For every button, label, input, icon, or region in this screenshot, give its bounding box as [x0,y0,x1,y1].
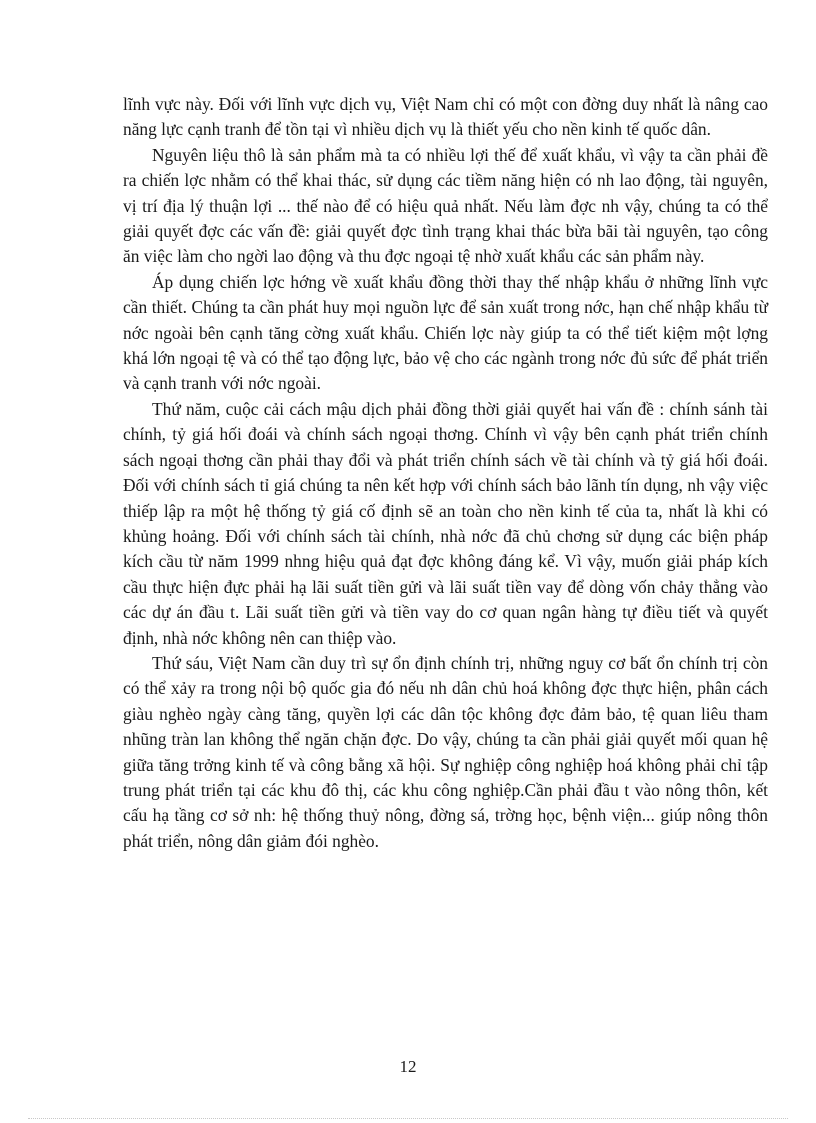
paragraph-5: Thứ sáu, Việt Nam cần duy trì sự ổn định chính trị, những nguy cơ bất ổn chính trị còn có thể xảy ra trong nội bộ quốc gia đó nếu nh dân chủ hoá không đợc thực hiện, phân cách giàu nghèo ngày càng tăng, quyền lợi các dân tộc không đợc đảm bảo, tệ quan liêu tham nhũng tràn lan không thể ngăn chặn đợc. Do vậy, chúng ta cần phải giải quyết mối quan hệ giữa tăng trởng kinh tế và công bằng xã hội. Sự nghiệp công nghiệp hoá không phải chỉ tập trung phát triển tại các khu đô thị, các khu công nghiệp.Cần phải đầu t vào nông thôn, kết cấu hạ tầng cơ sở nh: hệ thống thuỷ nông, đờng sá, trờng học, bệnh viện... giúp nông thôn phát triển, nông dân giảm đói nghèo. [123,652,768,851]
paragraph-3: Áp dụng chiến lợc hớng về xuất khẩu đồng thời thay thế nhập khẩu ở những lĩnh vực cần thiết. Chúng ta cần phát huy mọi nguồn lực để sản xuất trong nớc, hạn chế nhập khẩu từ nớc ngoài bên cạnh tăng cờng xuất khẩu. Chiến lợc này giúp ta có thể tiết kiệm một lợng khá lớn ngoại tệ và có thể tạo động lực, bảo vệ cho các ngành trong nớc đủ sức để phát triển và cạnh tranh với nớc ngoài. [123,271,768,394]
page-number: 12 [399,1057,417,1076]
page-bottom-divider [28,1118,788,1119]
paragraph-4: Thứ năm, cuộc cải cách mậu dịch phải đồng thời giải quyết hai vấn đề : chính sánh tài chính, tỷ giá hối đoái và chính sách ngoại thơng. Chính vì vậy bên cạnh phát triển chính sách ngoại thơng cần phải thay đổi và phát triển chính sách về tài chính và tỷ giá hối đoái. Đối với chính sách tỉ giá chúng ta nên kết hợp với chính sách bảo lãnh tín dụng, nh vậy việc thiếp lập ra một hệ thống tỷ giá cố định sẽ an toàn cho nền kinh tế của ta, nhất là khi có khủng hoảng. Đối với chính sách tài chính, nhà nớc đã chủ chơng sử dụng các biện pháp kích cầu từ năm 1999 nhng hiệu quả đạt đợc không đáng kể. Vì vậy, muốn giải pháp kích cầu thực hiện đực phải hạ lãi suất tiền gửi và lãi suất tiền vay để dòng vốn chảy thẳng vào các dự án đầu t. Lãi suất tiền gửi và tiền vay do cơ quan ngân hàng tự điều tiết và quyết định, nhà nớc không nên can thiệp vào. [123,398,768,648]
paragraph-1: lĩnh vực này. Đối với lĩnh vực dịch vụ, Việt Nam chỉ có một con đờng duy nhất là nâng cao năng lực cạnh tranh để tồn tại vì nhiều dịch vụ là thiết yếu cho nền kinh tế quốc dân. [123,94,768,140]
body-text [123,92,768,854]
paragraph-2: Nguyên liệu thô là sản phẩm mà ta có nhiều lợi thế để xuất khẩu, vì vậy ta cần phải đề ra chiến lợc nhằm có thể khai thác, sử dụng các tiềm năng hiện có nh lao động, tài nguyên, vị trí địa lý thuận lợi ... thế nào để có hiệu quả nhất. Nếu làm đợc nh vậy, chúng ta có thể giải quyết đợc các vấn đề: giải quyết đợc tình trạng khai thác bừa bãi tài nguyên, tạo công ăn việc làm cho ngời lao động và thu đợc ngoại tệ nhờ xuất khẩu các sản phẩm này. [123,144,768,267]
